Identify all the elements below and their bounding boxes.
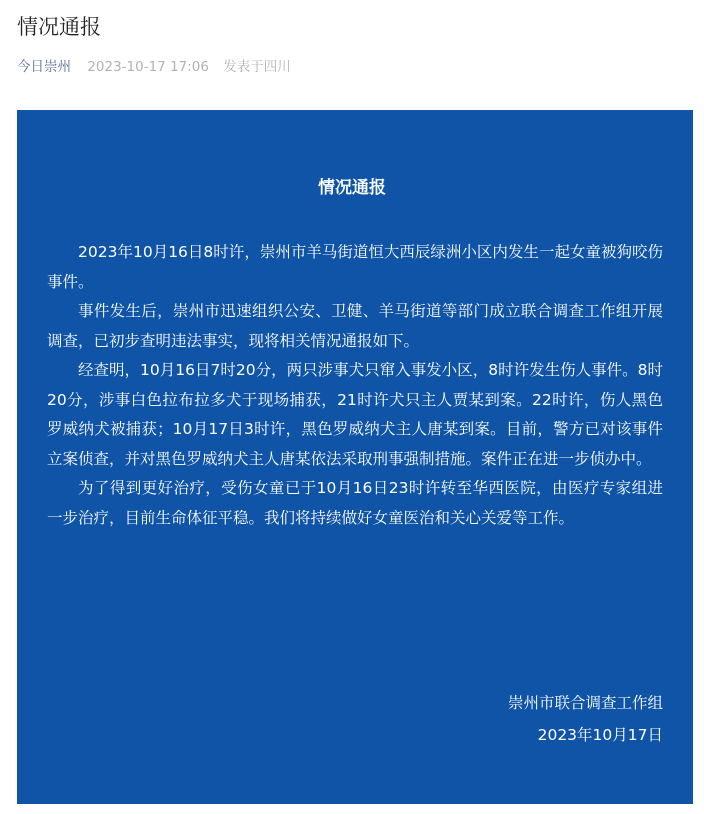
notice-paragraph: 事件发生后，崇州市迅速组织公安、卫健、羊马街道等部门成立联合调查工作组开展调查，已初步查明违法事实，现将相关情况通报如下。 xyxy=(47,302,663,350)
notice-heading: 情况通报 xyxy=(318,178,386,198)
notice-paragraph: 经查明，10月16日7时20分，两只涉事犬只窜入事发小区，8时许发生伤人事件。8时20分，涉事白色拉布拉多犬于现场捕获，21时许犬只主人贾某到案。22时许，伤人黑色罗威纳犬被捕获；10月17日3时许，黑色罗威纳犬主人唐某到案。目前，警方已对该事件立案侦查，并对黑色罗威纳犬主人唐某依法采取刑事强制措施。案件正在进一步侦办中。 xyxy=(47,361,663,468)
notice-paragraph: 2023年10月16日8时许，崇州市羊马街道恒大西辰绿洲小区内发生一起女童被狗咬伤事件。 xyxy=(47,243,663,291)
notice-paragraph: 为了得到更好治疗，受伤女童已于10月16日23时许转至华西医院，由医疗专家组进一步治疗，目前生命体征平稳。我们将持续做好女童医治和关心关爱等工作。 xyxy=(47,479,663,527)
article-meta xyxy=(17,57,291,77)
notice-body xyxy=(47,238,663,533)
signature-date: 2023年10月17日 xyxy=(537,726,663,744)
article-title: 情况通报 xyxy=(17,15,101,39)
account-name-link[interactable]: 今日崇州 xyxy=(17,59,71,75)
publish-time: 2023-10-17 17:06 xyxy=(87,59,209,75)
signature-organization: 崇州市联合调查工作组 xyxy=(507,694,663,712)
notice-signature xyxy=(508,687,663,751)
publish-location: 发表于四川 xyxy=(223,59,291,75)
